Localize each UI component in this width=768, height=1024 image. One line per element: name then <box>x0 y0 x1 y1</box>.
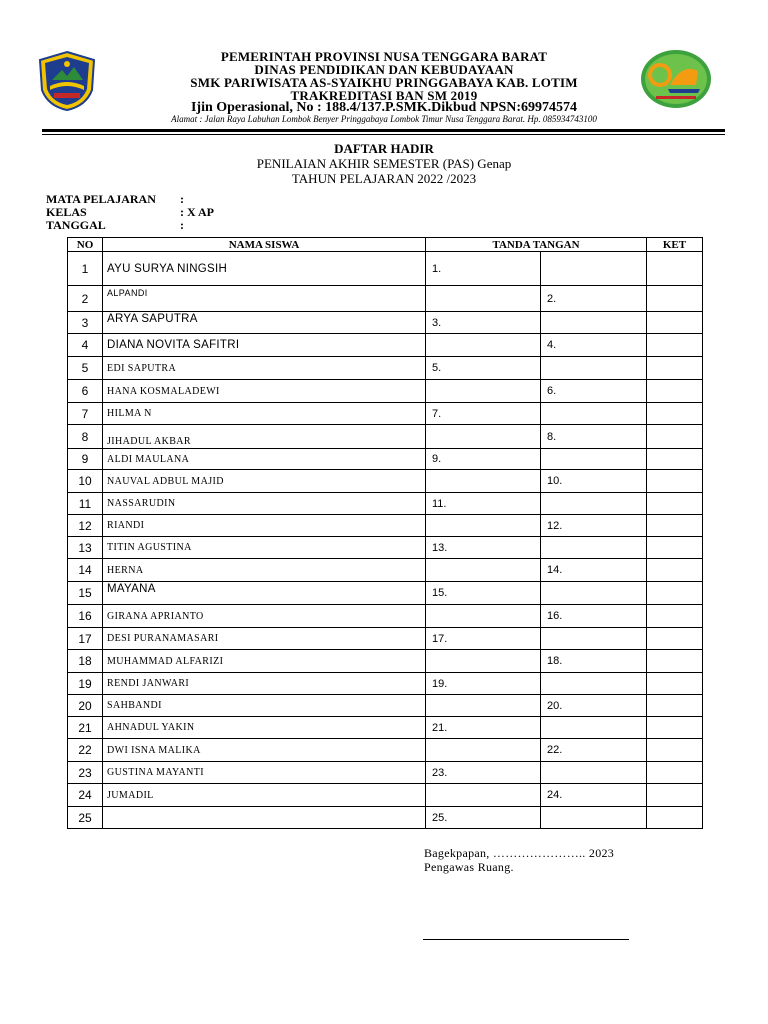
student-name: HERNA <box>103 559 426 582</box>
signature-cell[interactable] <box>541 673 647 695</box>
student-name: HANA KOSMALADEWI <box>103 380 426 403</box>
signature-cell[interactable] <box>541 252 647 286</box>
row-number: 5 <box>68 357 103 380</box>
table-row <box>68 515 703 537</box>
signature-cell[interactable]: 8. <box>541 425 647 449</box>
signature-cell[interactable]: 16. <box>541 605 647 628</box>
student-name: ARYA SAPUTRA <box>103 312 426 334</box>
ket-cell[interactable] <box>647 717 703 739</box>
signature-cell[interactable]: 13. <box>426 537 541 559</box>
row-number: 18 <box>68 650 103 673</box>
table-row <box>68 807 703 829</box>
table-row <box>68 334 703 357</box>
table-row <box>68 286 703 312</box>
ket-cell[interactable] <box>647 582 703 605</box>
meta-tanggal-label: TANGGAL <box>46 218 106 232</box>
signature-cell[interactable] <box>541 582 647 605</box>
student-name: RIANDI <box>103 515 426 537</box>
ket-cell[interactable] <box>647 807 703 829</box>
ket-cell[interactable] <box>647 380 703 403</box>
signature-cell[interactable]: 25. <box>426 807 541 829</box>
meta-kelas-label: KELAS <box>46 205 87 219</box>
header-ket: KET <box>647 238 703 252</box>
signature-cell[interactable]: 11. <box>426 493 541 515</box>
letterhead-line-2: DINAS PENDIDIKAN DAN KEBUDAYAAN <box>254 62 514 77</box>
row-number: 20 <box>68 695 103 717</box>
student-name: EDI SAPUTRA <box>103 357 426 380</box>
letterhead-divider-thick <box>42 129 725 132</box>
signature-cell[interactable]: 2. <box>541 286 647 312</box>
signature-cell[interactable]: 22. <box>541 739 647 762</box>
header-no: NO <box>68 238 103 252</box>
header-nama-siswa: NAMA SISWA <box>103 238 426 252</box>
signature-cell[interactable]: 1. <box>426 252 541 286</box>
signature-cell[interactable]: 18. <box>541 650 647 673</box>
signature-cell[interactable]: 24. <box>541 784 647 807</box>
row-number: 1 <box>68 252 103 286</box>
student-name: NASSARUDIN <box>103 493 426 515</box>
signature-cell[interactable] <box>426 739 541 762</box>
signature-cell[interactable] <box>426 784 541 807</box>
row-number: 23 <box>68 762 103 784</box>
document-title: DAFTAR HADIR <box>334 141 434 156</box>
row-number: 24 <box>68 784 103 807</box>
ket-cell[interactable] <box>647 515 703 537</box>
table-row <box>68 650 703 673</box>
signature-cell[interactable]: 5. <box>426 357 541 380</box>
place-date: Bagekpapan, ………………….. 2023 <box>424 846 615 860</box>
signature-cell[interactable]: 23. <box>426 762 541 784</box>
table-row <box>68 380 703 403</box>
table-row <box>68 762 703 784</box>
table-row <box>68 628 703 650</box>
ket-cell[interactable] <box>647 286 703 312</box>
letterhead-line-4: TRAKREDITASI BAN SM 2019 <box>290 88 478 103</box>
table-row <box>68 252 703 286</box>
ket-cell[interactable] <box>647 403 703 425</box>
ket-cell[interactable] <box>647 537 703 559</box>
table-row <box>68 717 703 739</box>
header-tanda-tangan: TANDA TANGAN <box>426 238 647 252</box>
student-name: RENDI JANWARI <box>103 673 426 695</box>
ket-cell[interactable] <box>647 605 703 628</box>
student-name: ALDI MAULANA <box>103 449 426 470</box>
student-name: DWI ISNA MALIKA <box>103 739 426 762</box>
signature-cell[interactable] <box>541 717 647 739</box>
signature-cell[interactable]: 9. <box>426 449 541 470</box>
signature-cell[interactable] <box>541 537 647 559</box>
ket-cell[interactable] <box>647 425 703 449</box>
row-number: 17 <box>68 628 103 650</box>
table-row <box>68 449 703 470</box>
signature-cell[interactable] <box>426 425 541 449</box>
table-header-row <box>68 238 703 252</box>
signature-cell[interactable]: 10. <box>541 470 647 493</box>
table-row <box>68 312 703 334</box>
ket-cell[interactable] <box>647 784 703 807</box>
meta-kelas-value: : X AP <box>180 205 214 219</box>
letterhead-divider-thin <box>42 134 725 135</box>
signature-cell[interactable] <box>426 650 541 673</box>
table-row <box>68 605 703 628</box>
row-number: 12 <box>68 515 103 537</box>
table-row <box>68 493 703 515</box>
school-address: Alamat : Jalan Raya Labuhan Lombok Benyer Pringgabaya Lombok Timur Nusa Tenggara Barat. Hp. 085934743100 <box>171 114 597 124</box>
signature-cell[interactable]: 3. <box>426 312 541 334</box>
student-name: TITIN AGUSTINA <box>103 537 426 559</box>
ket-cell[interactable] <box>647 650 703 673</box>
ket-cell[interactable] <box>647 673 703 695</box>
table-row <box>68 784 703 807</box>
signature-cell[interactable] <box>426 380 541 403</box>
signature-cell[interactable] <box>426 286 541 312</box>
meta-mapel-label: MATA PELAJARAN <box>46 192 156 206</box>
row-number: 10 <box>68 470 103 493</box>
row-number: 13 <box>68 537 103 559</box>
ket-cell[interactable] <box>647 695 703 717</box>
signature-cell[interactable]: 15. <box>426 582 541 605</box>
signature-cell[interactable] <box>426 470 541 493</box>
signature-cell[interactable] <box>541 403 647 425</box>
row-number: 15 <box>68 582 103 605</box>
student-name: NAUVAL ADBUL MAJID <box>103 470 426 493</box>
table-row <box>68 470 703 493</box>
row-number: 4 <box>68 334 103 357</box>
student-name: MAYANA <box>103 582 426 605</box>
table-row <box>68 425 703 449</box>
ket-cell[interactable] <box>647 449 703 470</box>
signature-cell[interactable]: 6. <box>541 380 647 403</box>
signature-cell[interactable] <box>541 312 647 334</box>
row-number: 8 <box>68 425 103 449</box>
ijin-operasional: Ijin Operasional, No : 188.4/137.P.SMK.Dikbud NPSN:69974574 <box>190 100 578 115</box>
table-row <box>68 403 703 425</box>
ket-cell[interactable] <box>647 312 703 334</box>
student-name: DESI PURANAMASARI <box>103 628 426 650</box>
meta-mapel-value: : <box>180 192 184 206</box>
signature-cell[interactable]: 14. <box>541 559 647 582</box>
row-number: 16 <box>68 605 103 628</box>
table-row <box>68 582 703 605</box>
row-number: 22 <box>68 739 103 762</box>
signature-cell[interactable]: 17. <box>426 628 541 650</box>
student-name: SAHBANDI <box>103 695 426 717</box>
ket-cell[interactable] <box>647 628 703 650</box>
table-row <box>68 559 703 582</box>
meta-tanggal-value: : <box>180 218 184 232</box>
ket-cell[interactable] <box>647 739 703 762</box>
student-name: GUSTINA MAYANTI <box>103 762 426 784</box>
student-name: AHNADUL YAKIN <box>103 717 426 739</box>
signature-cell[interactable] <box>426 559 541 582</box>
signature-cell[interactable] <box>541 357 647 380</box>
signature-cell[interactable] <box>541 807 647 829</box>
ket-cell[interactable] <box>647 357 703 380</box>
student-name: GIRANA APRIANTO <box>103 605 426 628</box>
signature-line[interactable] <box>423 939 629 940</box>
table-row <box>68 739 703 762</box>
student-name <box>103 807 426 829</box>
row-number: 14 <box>68 559 103 582</box>
row-number: 6 <box>68 380 103 403</box>
ket-cell[interactable] <box>647 334 703 357</box>
row-number: 3 <box>68 312 103 334</box>
table-row <box>68 537 703 559</box>
signature-cell[interactable] <box>426 695 541 717</box>
ket-cell[interactable] <box>647 493 703 515</box>
signature-cell[interactable] <box>426 515 541 537</box>
student-name: HILMA N <box>103 403 426 425</box>
student-name: AYU SURYA NINGSIH <box>103 252 426 286</box>
row-number: 25 <box>68 807 103 829</box>
document-subtitle: PENILAIAN AKHIR SEMESTER (PAS) Genap <box>256 156 512 171</box>
row-number: 9 <box>68 449 103 470</box>
row-number: 11 <box>68 493 103 515</box>
student-name: JIHADUL AKBAR <box>103 425 426 449</box>
signature-cell[interactable]: 21. <box>426 717 541 739</box>
row-number: 19 <box>68 673 103 695</box>
signature-cell[interactable] <box>541 493 647 515</box>
table-row <box>68 673 703 695</box>
signature-cell[interactable]: 4. <box>541 334 647 357</box>
signature-cell[interactable] <box>541 762 647 784</box>
table-row <box>68 357 703 380</box>
signature-cell[interactable]: 19. <box>426 673 541 695</box>
student-name: MUHAMMAD ALFARIZI <box>103 650 426 673</box>
ket-cell[interactable] <box>647 559 703 582</box>
signature-cell[interactable]: 20. <box>541 695 647 717</box>
signer-role: Pengawas Ruang. <box>424 860 514 874</box>
signature-cell[interactable]: 12. <box>541 515 647 537</box>
signature-cell[interactable] <box>426 605 541 628</box>
signature-cell[interactable] <box>541 449 647 470</box>
ket-cell[interactable] <box>647 762 703 784</box>
signature-cell[interactable] <box>426 334 541 357</box>
row-number: 2 <box>68 286 103 312</box>
ket-cell[interactable] <box>647 252 703 286</box>
row-number: 7 <box>68 403 103 425</box>
table-row <box>68 695 703 717</box>
academic-year: TAHUN PELAJARAN 2022 /2023 <box>291 171 477 186</box>
attendance-table <box>67 237 703 829</box>
student-name: JUMADIL <box>103 784 426 807</box>
letterhead-line-1: PEMERINTAH PROVINSI NUSA TENGGARA BARAT <box>220 49 548 64</box>
signature-cell[interactable] <box>541 628 647 650</box>
letterhead-line-3: SMK PARIWISATA AS-SYAIKHU PRINGGABAYA KAB. LOTIM <box>190 75 578 90</box>
signature-cell[interactable]: 7. <box>426 403 541 425</box>
ket-cell[interactable] <box>647 470 703 493</box>
student-name: DIANA NOVITA SAFITRI <box>103 334 426 357</box>
ntb-logo <box>36 50 98 112</box>
student-name: ALPANDI <box>103 286 426 312</box>
row-number: 21 <box>68 717 103 739</box>
